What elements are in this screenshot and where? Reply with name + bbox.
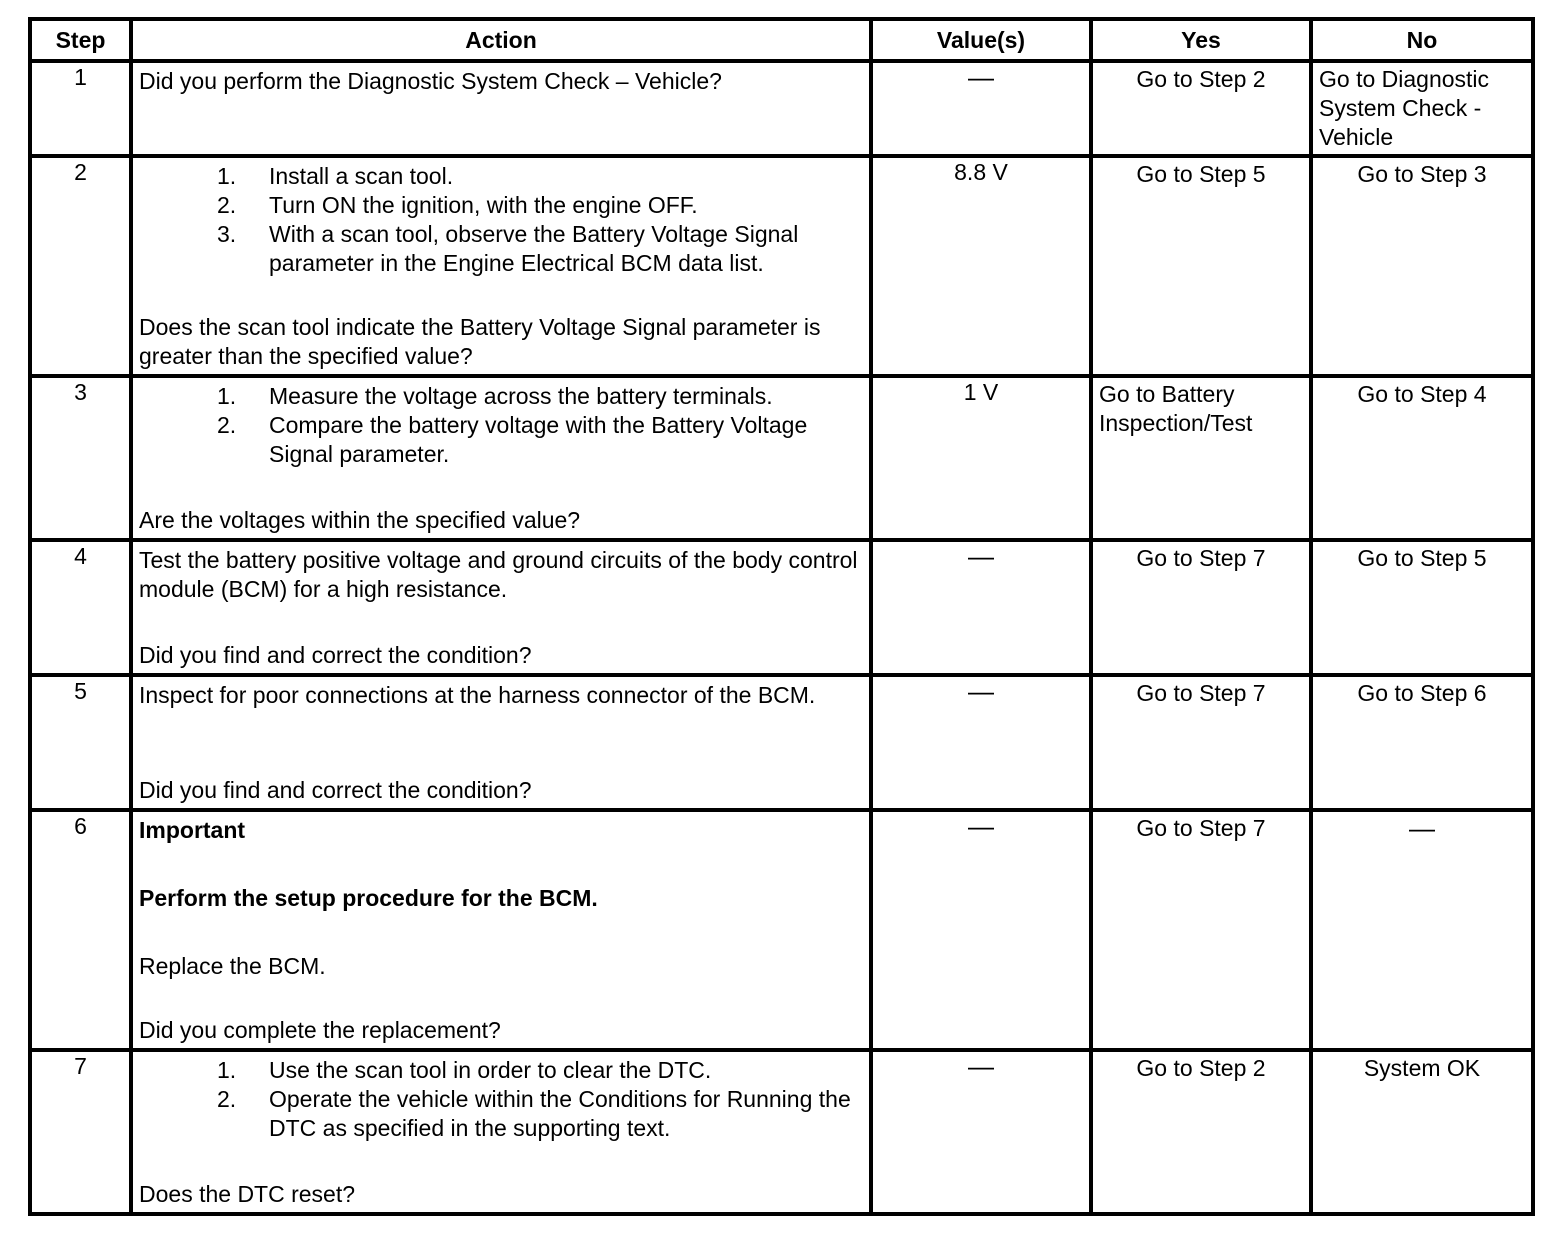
value-text: —	[968, 62, 994, 92]
action-instruction: Test the battery positive voltage and ground circuits of the body control module (BCM) for a high resistance.	[139, 547, 858, 602]
yes-cell	[1091, 156, 1311, 376]
header-yes: Yes	[1091, 19, 1311, 61]
step-number: 3	[30, 376, 131, 540]
yes-cell	[1091, 675, 1311, 810]
list-item: 1. Install a scan tool.	[217, 163, 454, 189]
step-number: 2	[30, 156, 131, 376]
action-question: Are the voltages within the specified value?	[139, 507, 581, 533]
yes-link[interactable]: Go to Step 7	[1136, 545, 1266, 571]
value-cell	[871, 376, 1091, 540]
no-cell	[1311, 540, 1533, 675]
header-action: Action	[131, 19, 871, 61]
yes-link[interactable]: Go to Step 5	[1136, 161, 1266, 187]
yes-cell	[1091, 376, 1311, 540]
action-cell	[131, 156, 871, 376]
action-steps	[139, 382, 863, 469]
no-cell	[1311, 156, 1533, 376]
important-text: Perform the setup procedure for the BCM.	[139, 885, 598, 911]
action-question: Did you complete the replacement?	[139, 1017, 501, 1043]
value-cell	[871, 156, 1091, 376]
table-row	[30, 810, 1533, 1050]
yes-cell	[1091, 61, 1311, 156]
diagnostic-table	[28, 17, 1535, 1216]
no-cell	[1311, 810, 1533, 1050]
no-cell	[1311, 675, 1533, 810]
yes-link[interactable]: Go to Step 7	[1136, 680, 1266, 706]
value-cell	[871, 810, 1091, 1050]
action-steps	[139, 162, 863, 278]
list-item: 1. Measure the voltage across the battery terminals.	[217, 383, 773, 409]
action-cell	[131, 540, 871, 675]
yes-link[interactable]: Go to Step 7	[1136, 815, 1266, 841]
yes-cell	[1091, 1050, 1311, 1214]
value-text: 8.8 V	[954, 159, 1008, 185]
action-cell	[131, 810, 871, 1050]
action-question: Does the DTC reset?	[139, 1181, 356, 1207]
action-cell	[131, 675, 871, 810]
table-row	[30, 675, 1533, 810]
no-link[interactable]: Go to Step 3	[1357, 161, 1487, 187]
header-step: Step	[30, 19, 131, 61]
value-cell	[871, 1050, 1091, 1214]
header-values: Value(s)	[871, 19, 1091, 61]
table-row	[30, 376, 1533, 540]
no-text: System OK	[1363, 1055, 1481, 1081]
yes-cell	[1091, 540, 1311, 675]
step-number: 1	[30, 61, 131, 156]
value-cell	[871, 675, 1091, 810]
yes-link[interactable]: Go to Step 2	[1136, 1055, 1266, 1081]
table-row	[30, 61, 1533, 156]
action-cell	[131, 376, 871, 540]
step-number: 6	[30, 810, 131, 1050]
action-cell	[131, 61, 871, 156]
list-item: 3. With a scan tool, observe the Battery Voltage Signal parameter in the Engine Electrical BCM data list.	[217, 221, 799, 276]
step-number: 7	[30, 1050, 131, 1214]
yes-cell	[1091, 810, 1311, 1050]
no-text: —	[1409, 813, 1435, 843]
value-text: —	[968, 1051, 994, 1081]
action-instruction: Replace the BCM.	[139, 953, 326, 979]
header-no: No	[1311, 19, 1533, 61]
no-cell	[1311, 376, 1533, 540]
step-number: 5	[30, 675, 131, 810]
yes-link[interactable]: Go to Step 2	[1136, 66, 1266, 92]
no-link[interactable]: Go to Step 5	[1357, 545, 1487, 571]
list-item: 2. Operate the vehicle within the Conditions for Running the DTC as specified in the supporting text.	[217, 1086, 851, 1141]
action-question: Did you perform the Diagnostic System Check – Vehicle?	[139, 68, 722, 94]
action-cell	[131, 1050, 871, 1214]
list-item: 2. Turn ON the ignition, with the engine OFF.	[217, 192, 698, 218]
value-cell	[871, 61, 1091, 156]
value-text: —	[968, 541, 994, 571]
table-row	[30, 156, 1533, 376]
action-question: Did you find and correct the condition?	[139, 642, 532, 668]
action-question: Did you find and correct the condition?	[139, 777, 532, 803]
no-link[interactable]: Go to Step 6	[1357, 680, 1487, 706]
no-link[interactable]: Go to Step 4	[1357, 381, 1487, 407]
no-cell	[1311, 61, 1533, 156]
step-number: 4	[30, 540, 131, 675]
action-steps	[139, 1056, 863, 1143]
value-text: —	[968, 811, 994, 841]
value-cell	[871, 540, 1091, 675]
value-text: —	[968, 676, 994, 706]
table-row	[30, 540, 1533, 675]
no-link[interactable]: Go to Diagnostic System Check - Vehicle	[1319, 66, 1490, 150]
action-question: Does the scan tool indicate the Battery Voltage Signal parameter is greater than the specified value?	[139, 314, 821, 369]
list-item: 2. Compare the battery voltage with the Battery Voltage Signal parameter.	[217, 412, 808, 467]
yes-link[interactable]: Go to Battery Inspection/Test	[1099, 381, 1253, 436]
table-row	[30, 1050, 1533, 1214]
action-instruction: Inspect for poor connections at the harness connector of the BCM.	[139, 682, 816, 708]
important-label: Important	[139, 817, 246, 843]
value-text: 1 V	[963, 379, 999, 405]
no-cell	[1311, 1050, 1533, 1214]
list-item: 1. Use the scan tool in order to clear the DTC.	[217, 1057, 712, 1083]
header-row	[30, 19, 1533, 61]
